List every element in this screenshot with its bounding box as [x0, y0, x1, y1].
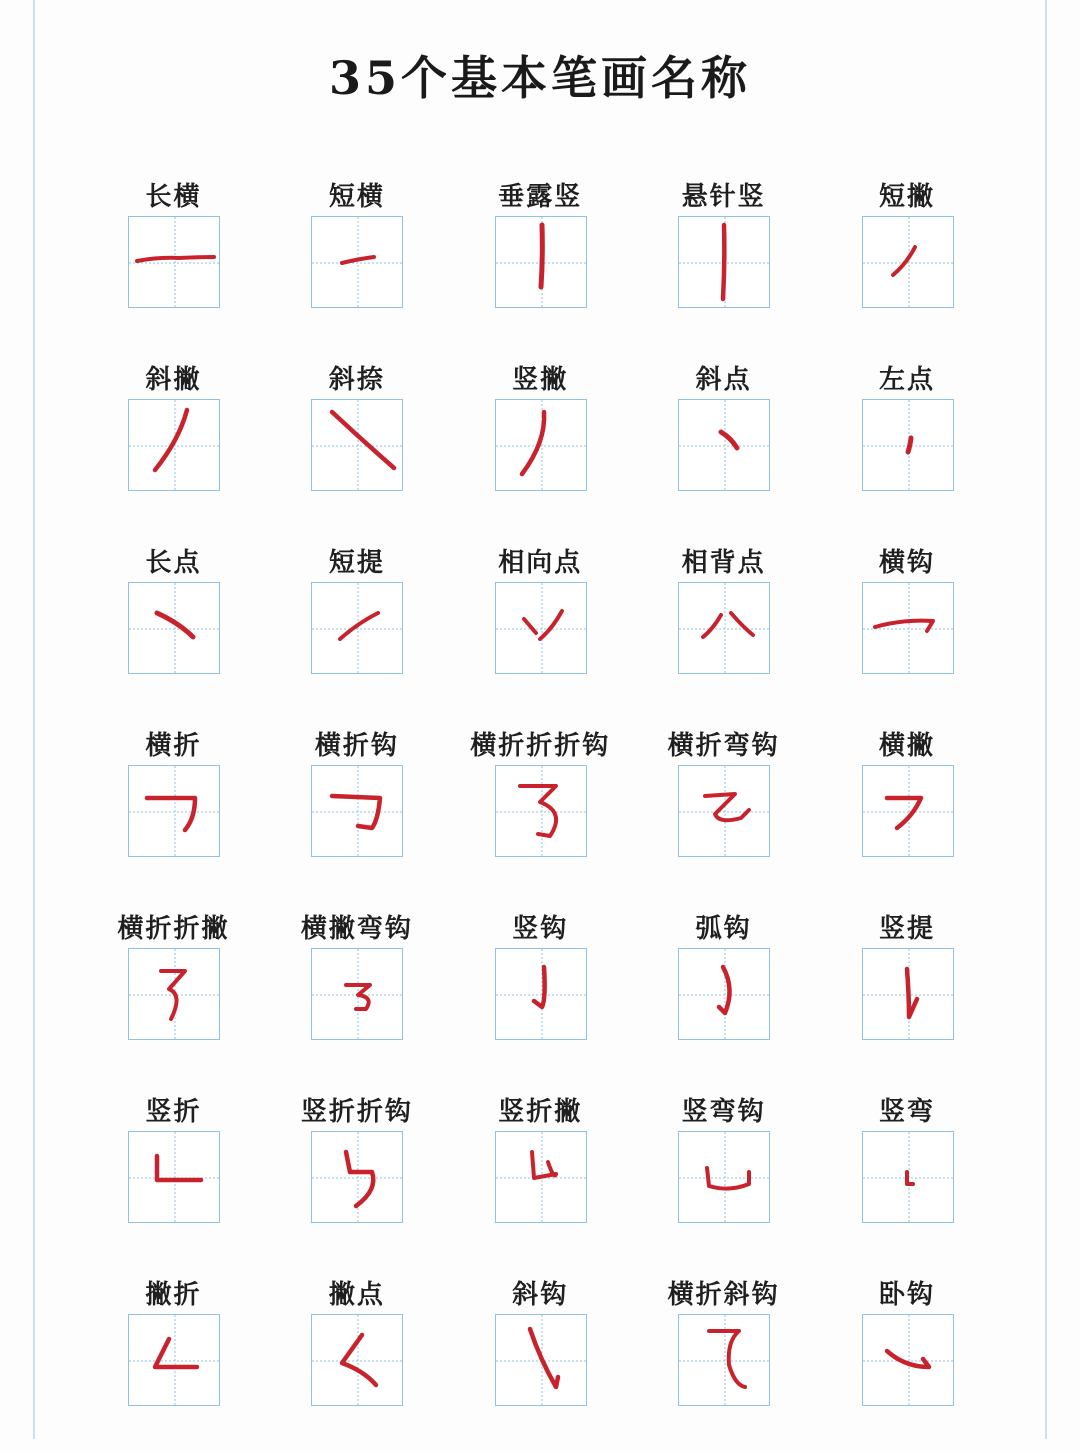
stroke-name-label: 相向点 — [498, 548, 583, 578]
stroke-name-label: 横折 — [145, 731, 202, 761]
brush-stroke-icon — [342, 1335, 376, 1385]
brush-stroke-icon — [541, 225, 542, 287]
stroke-drawing — [129, 400, 221, 492]
stroke-drawing — [496, 583, 588, 675]
writing-grid-box — [862, 1131, 954, 1223]
brush-stroke-icon — [908, 438, 911, 452]
stroke-drawing — [312, 583, 404, 675]
stroke-card — [449, 536, 632, 719]
writing-grid-box — [678, 582, 770, 674]
stroke-drawing — [863, 400, 955, 492]
stroke-card — [816, 719, 999, 902]
writing-grid-box — [862, 1314, 954, 1406]
brush-stroke-icon — [709, 1331, 745, 1387]
writing-grid-box — [678, 765, 770, 857]
writing-grid-box — [311, 1314, 403, 1406]
brush-stroke-icon — [155, 410, 187, 470]
stroke-drawing — [312, 1132, 404, 1224]
brush-stroke-icon — [534, 967, 545, 1007]
stroke-drawing — [312, 1315, 404, 1407]
writing-grid-box — [311, 765, 403, 857]
stroke-name-label: 竖折 — [145, 1097, 202, 1127]
writing-grid-box — [862, 216, 954, 308]
stroke-name-label: 短横 — [328, 182, 385, 212]
stroke-drawing — [863, 766, 955, 858]
stroke-name-label: 竖撇 — [512, 365, 569, 395]
writing-grid-box — [862, 948, 954, 1040]
writing-grid-box — [495, 399, 587, 491]
stroke-card — [632, 353, 815, 536]
stroke-card — [82, 536, 265, 719]
brush-stroke-icon — [719, 967, 730, 1013]
writing-grid-box — [128, 1314, 220, 1406]
writing-grid-box — [495, 582, 587, 674]
brush-stroke-icon — [520, 786, 556, 836]
stroke-drawing — [129, 217, 221, 309]
stroke-card — [449, 719, 632, 902]
writing-grid-box — [495, 1314, 587, 1406]
stroke-card — [449, 170, 632, 353]
left-border-line — [33, 0, 35, 1439]
stroke-name-label: 卧钩 — [879, 1280, 936, 1310]
stroke-drawing — [863, 949, 955, 1041]
stroke-card — [816, 353, 999, 536]
stroke-name-label: 横撇弯钩 — [300, 914, 413, 944]
stroke-name-label: 斜捺 — [328, 365, 385, 395]
stroke-name-label: 斜撇 — [145, 365, 202, 395]
stroke-card — [265, 719, 448, 902]
writing-grid-box — [495, 765, 587, 857]
stroke-card — [265, 1085, 448, 1268]
writing-grid-box — [128, 948, 220, 1040]
stroke-name-label: 竖折撇 — [498, 1097, 583, 1127]
writing-grid-box — [311, 1131, 403, 1223]
stroke-drawing — [679, 583, 771, 675]
stroke-drawing — [496, 1315, 588, 1407]
stroke-drawing — [129, 1132, 221, 1224]
stroke-name-label: 垂露竖 — [498, 182, 583, 212]
writing-grid-box — [862, 399, 954, 491]
stroke-card — [265, 536, 448, 719]
stroke-drawing — [679, 949, 771, 1041]
brush-stroke-icon — [887, 1351, 929, 1367]
stroke-drawing — [863, 217, 955, 309]
stroke-drawing — [863, 1132, 955, 1224]
brush-stroke-icon — [532, 1152, 556, 1178]
right-border-line — [1045, 0, 1047, 1439]
brush-stroke-icon — [137, 257, 214, 261]
page-title: 35个基本笔画名称 — [328, 51, 751, 105]
stroke-name-label: 长点 — [145, 548, 202, 578]
stroke-drawing — [863, 583, 955, 675]
stroke-drawing — [496, 1132, 588, 1224]
stroke-card — [265, 1268, 448, 1451]
stroke-card — [82, 353, 265, 536]
stroke-drawing — [679, 1315, 771, 1407]
stroke-card — [82, 170, 265, 353]
stroke-card — [632, 170, 815, 353]
stroke-card — [816, 1268, 999, 1451]
stroke-name-label: 相背点 — [681, 548, 766, 578]
stroke-card — [632, 719, 815, 902]
stroke-drawing — [679, 1132, 771, 1224]
writing-grid-box — [862, 765, 954, 857]
stroke-drawing — [129, 949, 221, 1041]
stroke-card — [632, 1085, 815, 1268]
stroke-card — [816, 902, 999, 1085]
stroke-drawing — [679, 400, 771, 492]
stroke-card — [816, 536, 999, 719]
stroke-drawing — [679, 217, 771, 309]
writing-grid-box — [678, 399, 770, 491]
writing-grid-box — [128, 1131, 220, 1223]
stroke-name-label: 横折折折钩 — [470, 731, 611, 761]
stroke-name-label: 竖提 — [879, 914, 936, 944]
stroke-card — [265, 170, 448, 353]
writing-grid-box — [311, 399, 403, 491]
stroke-card — [265, 902, 448, 1085]
stroke-card — [82, 1085, 265, 1268]
writing-grid-box — [678, 1131, 770, 1223]
stroke-name-label: 斜点 — [695, 365, 752, 395]
stroke-card — [82, 902, 265, 1085]
brush-stroke-icon — [907, 969, 917, 1017]
stroke-card — [632, 1268, 815, 1451]
stroke-name-label: 竖弯钩 — [681, 1097, 766, 1127]
stroke-card — [449, 1085, 632, 1268]
writing-grid-box — [128, 399, 220, 491]
brush-stroke-icon — [155, 1339, 197, 1367]
stroke-name-label: 横撇 — [879, 731, 936, 761]
stroke-drawing — [129, 1315, 221, 1407]
writing-grid-box — [862, 582, 954, 674]
writing-grid-box — [311, 216, 403, 308]
writing-grid-box — [678, 216, 770, 308]
stroke-drawing — [312, 949, 404, 1041]
writing-grid-box — [495, 216, 587, 308]
stroke-name-label: 弧钩 — [695, 914, 752, 944]
stroke-name-label: 竖折折钩 — [300, 1097, 413, 1127]
brush-stroke-icon — [530, 1329, 558, 1387]
stroke-card — [449, 1268, 632, 1451]
writing-grid-box — [311, 948, 403, 1040]
stroke-name-label: 短提 — [328, 548, 385, 578]
brush-stroke-icon — [332, 412, 394, 468]
stroke-name-label: 横折折撇 — [117, 914, 230, 944]
stroke-name-label: 左点 — [879, 365, 936, 395]
stroke-name-label: 悬针竖 — [681, 182, 766, 212]
stroke-name-label: 撇折 — [145, 1280, 202, 1310]
writing-grid-box — [311, 582, 403, 674]
brush-stroke-icon — [340, 613, 378, 639]
stroke-name-label: 横折弯钩 — [667, 731, 780, 761]
stroke-name-label: 横钩 — [879, 548, 936, 578]
stroke-card — [265, 353, 448, 536]
stroke-card — [816, 170, 999, 353]
writing-grid-box — [495, 1131, 587, 1223]
stroke-card — [816, 1085, 999, 1268]
brush-stroke-icon — [522, 412, 544, 474]
stroke-drawing — [312, 400, 404, 492]
stroke-name-label: 长横 — [145, 182, 202, 212]
brush-stroke-icon — [703, 613, 753, 637]
stroke-drawing — [129, 766, 221, 858]
brush-stroke-icon — [705, 794, 749, 820]
brush-stroke-icon — [524, 611, 562, 639]
stroke-drawing — [679, 766, 771, 858]
writing-grid-box — [128, 765, 220, 857]
stroke-name-label: 短撇 — [879, 182, 936, 212]
brush-stroke-icon — [893, 247, 915, 275]
stroke-card — [449, 353, 632, 536]
brush-stroke-icon — [723, 225, 724, 299]
brush-stroke-icon — [887, 798, 921, 828]
stroke-card — [82, 719, 265, 902]
stroke-drawing — [496, 949, 588, 1041]
stroke-drawing — [496, 217, 588, 309]
stroke-drawing — [312, 766, 404, 858]
stroke-name-label: 横折钩 — [314, 731, 399, 761]
stroke-name-label: 斜钩 — [512, 1280, 569, 1310]
stroke-name-label: 撇点 — [328, 1280, 385, 1310]
stroke-name-label: 横折斜钩 — [667, 1280, 780, 1310]
stroke-name-label: 竖钩 — [512, 914, 569, 944]
stroke-card — [632, 902, 815, 1085]
writing-grid-box — [495, 948, 587, 1040]
stroke-card — [632, 536, 815, 719]
stroke-card — [82, 1268, 265, 1451]
brush-stroke-icon — [147, 798, 195, 830]
stroke-card — [449, 902, 632, 1085]
stroke-drawing — [312, 217, 404, 309]
stroke-drawing — [496, 400, 588, 492]
brush-stroke-icon — [157, 1156, 201, 1180]
writing-grid-box — [678, 1314, 770, 1406]
brush-stroke-icon — [346, 1152, 373, 1206]
stroke-drawing — [129, 583, 221, 675]
stroke-drawing — [863, 1315, 955, 1407]
writing-grid-box — [128, 216, 220, 308]
stroke-drawing — [496, 766, 588, 858]
stroke-grid — [82, 170, 999, 1451]
stroke-name-label: 竖弯 — [879, 1097, 936, 1127]
writing-grid-box — [128, 582, 220, 674]
writing-grid-box — [678, 948, 770, 1040]
